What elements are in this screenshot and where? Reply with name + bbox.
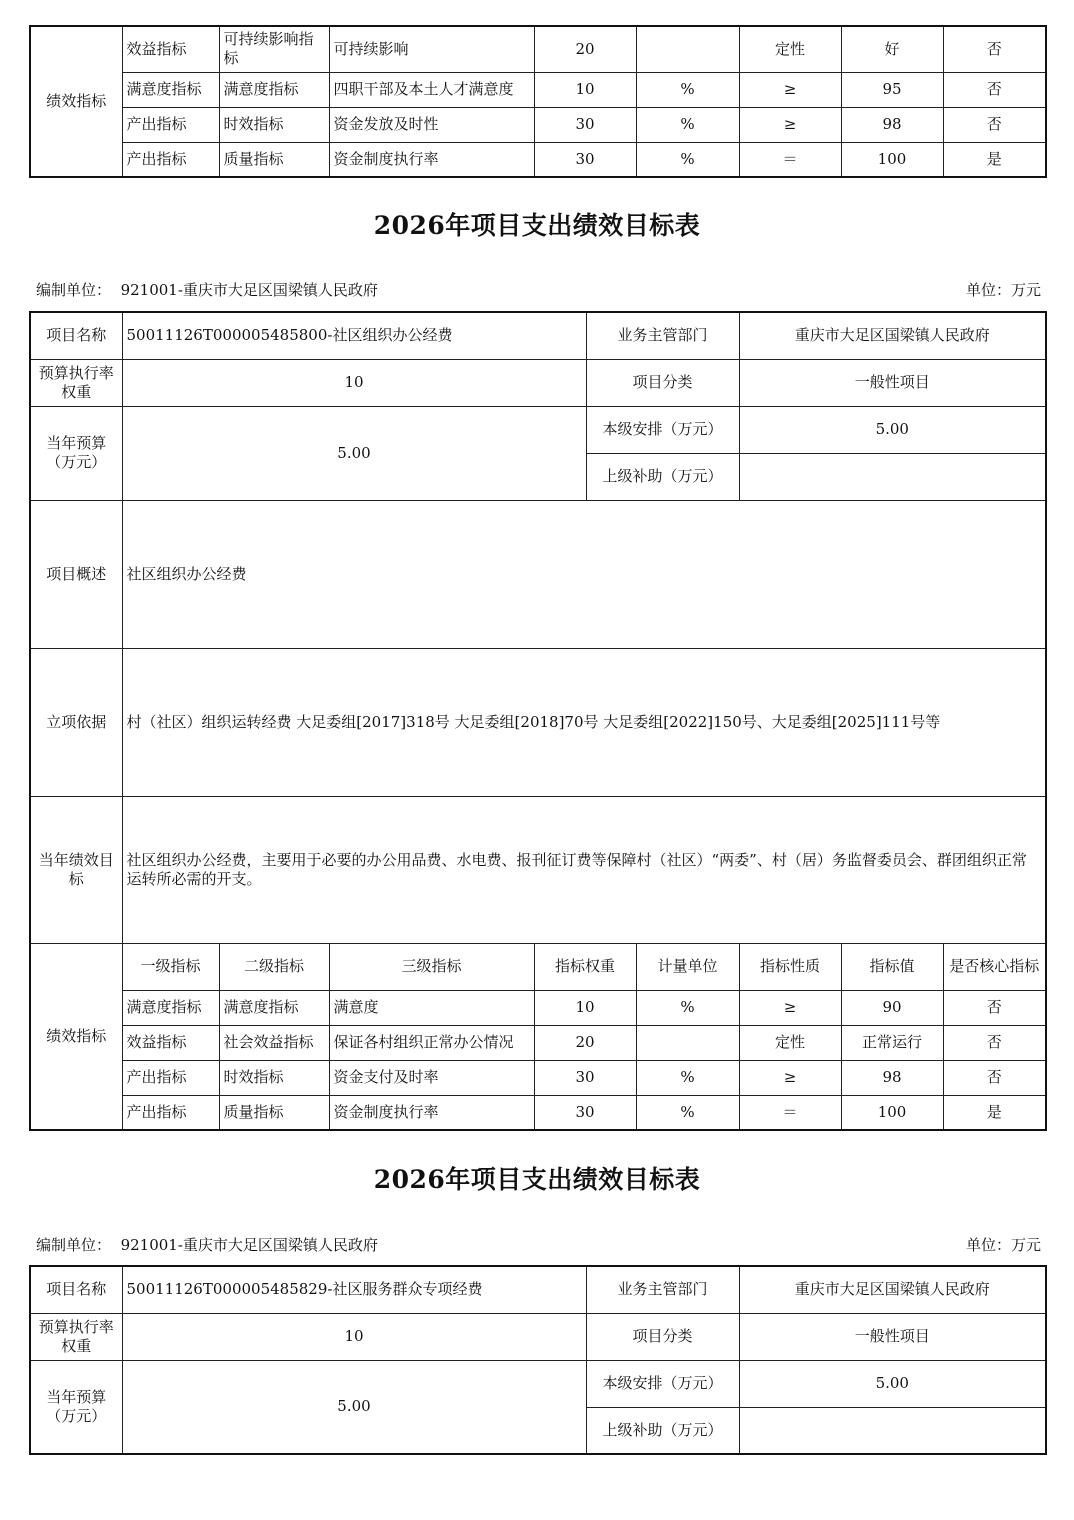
org-line [36,279,1041,300]
value-cell: 90 [841,990,943,1025]
weight-cell: 30 [534,1060,636,1095]
l2-cell: 满意度指标 [219,72,329,107]
goal-label: 当年绩效目标 [30,796,122,943]
budget-value: 5.00 [122,1360,586,1454]
category-value: 一般性项目 [739,359,1046,406]
core-cell: 否 [943,26,1046,72]
header-l3: 三级指标 [329,943,534,990]
upper-value [739,453,1046,500]
l3-cell: 资金支付及时率 [329,1060,534,1095]
unit-cell: % [636,142,739,177]
weight-cell: 30 [534,107,636,142]
top-perf-table [29,25,1047,178]
org-label: 编制单位： [36,281,112,299]
weight-cell: 20 [534,1025,636,1060]
unit-cell: % [636,107,739,142]
core-cell: 否 [943,990,1046,1025]
l2-cell: 质量指标 [219,142,329,177]
core-cell: 否 [943,107,1046,142]
l3-cell: 可持续影响 [329,26,534,72]
org-value: 921001-重庆市大足区国梁镇人民政府 [120,281,378,299]
weight-label: 预算执行率权重 [30,359,122,406]
unit-cell: % [636,1095,739,1130]
nature-cell: ＝ [739,142,841,177]
page-title: 2026年项目支出绩效目标表 [373,211,701,240]
org-value: 921001-重庆市大足区国梁镇人民政府 [120,1236,378,1254]
header-nature: 指标性质 [739,943,841,990]
l1-cell: 满意度指标 [122,72,219,107]
unit-label: 单位：万元 [965,1236,1041,1254]
l3-cell: 资金发放及时性 [329,107,534,142]
value-cell: 95 [841,72,943,107]
header-value: 指标值 [841,943,943,990]
budget-value: 5.00 [122,406,586,500]
nature-cell: 定性 [739,1025,841,1060]
basis-label: 立项依据 [30,648,122,796]
l2-cell: 满意度指标 [219,990,329,1025]
nature-cell: ≥ [739,990,841,1025]
value-cell: 正常运行 [841,1025,943,1060]
nature-cell: ≥ [739,1060,841,1095]
weight-cell: 10 [534,72,636,107]
perf-label: 绩效指标 [30,943,122,1130]
weight-label: 预算执行率权重 [30,1313,122,1360]
header-unit: 计量单位 [636,943,739,990]
budget-label: 当年预算（万元） [30,406,122,500]
project-name-label: 项目名称 [30,1266,122,1313]
goal-value: 社区组织办公经费，主要用于必要的办公用品费、水电费、报刊征订费等保障村（社区）“两委”、村（居）务监督委员会、群团组织正常运转所必需的开支。 [122,796,1046,943]
nature-cell: 定性 [739,26,841,72]
upper-label: 上级补助（万元） [586,453,739,500]
l3-cell: 保证各村组织正常办公情况 [329,1025,534,1060]
basis-value: 村（社区）组织运转经费 大足委组[2017]318号 大足委组[2018]70号 大足委组[2022]150号、大足委组[2025]111号等 [122,648,1046,796]
l3-cell: 四职干部及本土人才满意度 [329,72,534,107]
own-label: 本级安排（万元） [586,1360,739,1407]
org-line [36,1234,1041,1255]
unit-cell [636,1025,739,1060]
weight-value: 10 [122,1313,586,1360]
value-cell: 好 [841,26,943,72]
l2-cell: 时效指标 [219,107,329,142]
header-l2: 二级指标 [219,943,329,990]
l3-cell: 资金制度执行率 [329,1095,534,1130]
unit-cell [636,26,739,72]
project-name-value: 50011126T000005485829-社区服务群众专项经费 [122,1266,586,1313]
project-name-value: 50011126T000005485800-社区组织办公经费 [122,312,586,359]
unit-cell: % [636,72,739,107]
dept-value: 重庆市大足区国梁镇人民政府 [739,1266,1046,1313]
category-label: 项目分类 [586,359,739,406]
core-cell: 否 [943,72,1046,107]
category-value: 一般性项目 [739,1313,1046,1360]
own-value: 5.00 [739,1360,1046,1407]
l1-cell: 产出指标 [122,1060,219,1095]
unit-cell: % [636,1060,739,1095]
overview-value: 社区组织办公经费 [122,500,1046,648]
core-cell: 否 [943,1025,1046,1060]
dept-label: 业务主管部门 [586,1266,739,1313]
upper-value [739,1407,1046,1454]
core-cell: 是 [943,142,1046,177]
value-cell: 98 [841,107,943,142]
dept-value: 重庆市大足区国梁镇人民政府 [739,312,1046,359]
perf-label: 绩效指标 [30,26,122,177]
l2-cell: 质量指标 [219,1095,329,1130]
unit-cell: % [636,990,739,1025]
unit-label: 单位：万元 [965,281,1041,299]
weight-cell: 30 [534,1095,636,1130]
l1-cell: 效益指标 [122,26,219,72]
l3-cell: 满意度 [329,990,534,1025]
header-l1: 一级指标 [122,943,219,990]
header-weight: 指标权重 [534,943,636,990]
l1-cell: 产出指标 [122,107,219,142]
l1-cell: 效益指标 [122,1025,219,1060]
nature-cell: ＝ [739,1095,841,1130]
value-cell: 100 [841,1095,943,1130]
l2-cell: 可持续影响指标 [219,26,329,72]
category-label: 项目分类 [586,1313,739,1360]
project-name-label: 项目名称 [30,312,122,359]
weight-cell: 10 [534,990,636,1025]
l3-cell: 资金制度执行率 [329,142,534,177]
own-value: 5.00 [739,406,1046,453]
project-table-b [29,1265,1047,1455]
upper-label: 上级补助（万元） [586,1407,739,1454]
value-cell: 98 [841,1060,943,1095]
value-cell: 100 [841,142,943,177]
org-label: 编制单位： [36,1236,112,1254]
overview-label: 项目概述 [30,500,122,648]
l2-cell: 时效指标 [219,1060,329,1095]
l2-cell: 社会效益指标 [219,1025,329,1060]
own-label: 本级安排（万元） [586,406,739,453]
dept-label: 业务主管部门 [586,312,739,359]
weight-cell: 30 [534,142,636,177]
project-table-a [29,311,1047,1131]
page-title: 2026年项目支出绩效目标表 [373,1165,701,1194]
l1-cell: 产出指标 [122,142,219,177]
l1-cell: 产出指标 [122,1095,219,1130]
nature-cell: ≥ [739,107,841,142]
weight-cell: 20 [534,26,636,72]
nature-cell: ≥ [739,72,841,107]
header-core: 是否核心指标 [943,943,1046,990]
core-cell: 是 [943,1095,1046,1130]
weight-value: 10 [122,359,586,406]
core-cell: 否 [943,1060,1046,1095]
budget-label: 当年预算（万元） [30,1360,122,1454]
l1-cell: 满意度指标 [122,990,219,1025]
